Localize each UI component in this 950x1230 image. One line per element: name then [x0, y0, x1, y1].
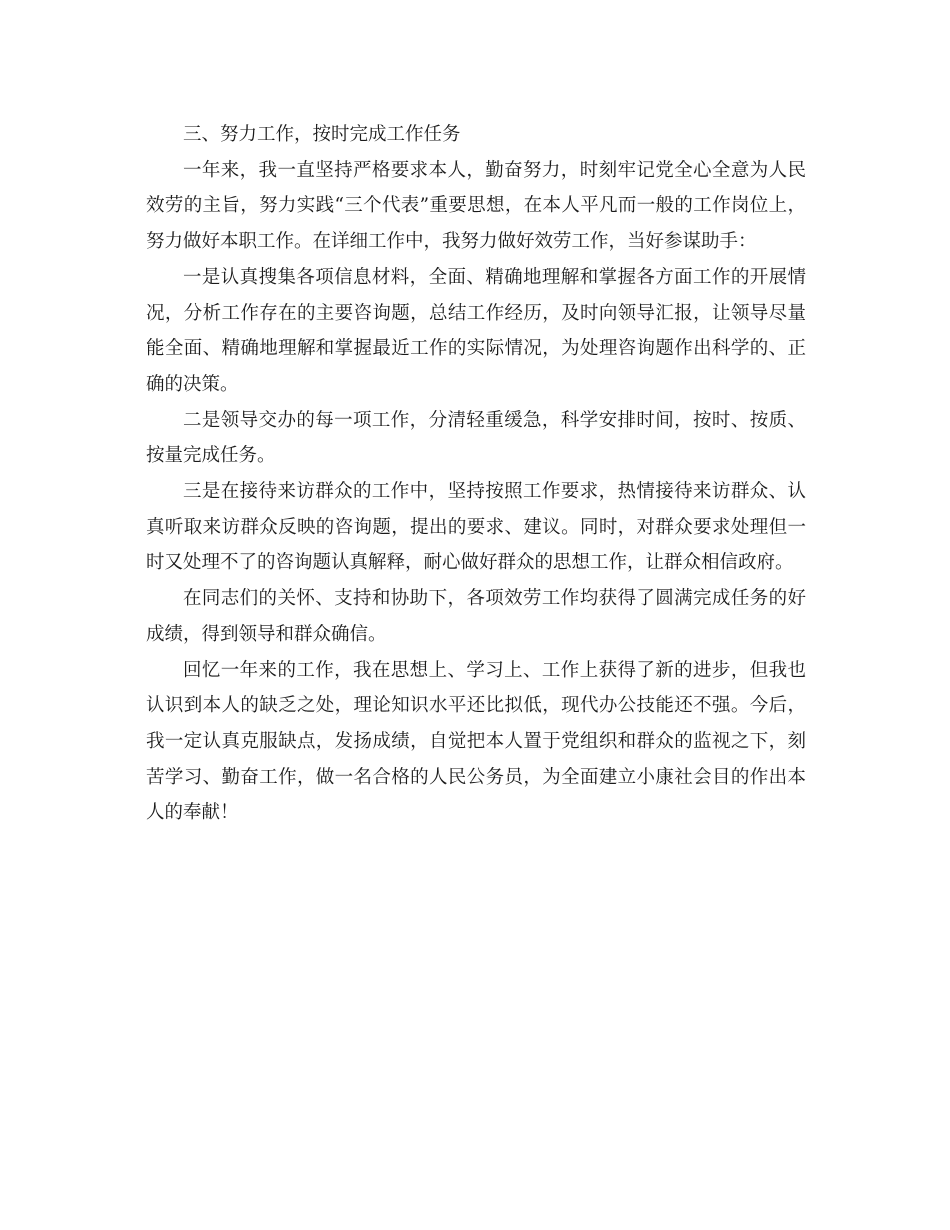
paragraph-point-three: 三是在接待来访群众的工作中，坚持按照工作要求，热情接待来访群众、认真听取来访群众反映的咨询题，提出的要求、建议。同时，对群众要求处理但一时又处理不了的咨询题认真解释，耐心做好群众的思想工作，让群众相信政府。 [146, 481, 806, 574]
paragraph-point-two: 二是领导交办的每一项工作，分清轻重缓急，科学安排时间，按时、按质、按量完成任务。 [146, 409, 806, 467]
paragraph-conclusion: 回忆一年来的工作，我在思想上、学习上、工作上获得了新的进步，但我也认识到本人的缺乏之处，理论知识水平还比拟低，现代办公技能还不强。今后，我一定认真克服缺点，发扬成绩，自觉把本人置于党组织和群众的监视之下，刻苦学习、勤奋工作，做一名合格的人民公务员，为全面建立小康社会目的作出本人的奉献！ [146, 659, 806, 824]
document-body [146, 117, 806, 831]
section-heading: 三、努力工作，按时完成工作任务 [183, 124, 461, 145]
paragraph-point-one: 一是认真搜集各项信息材料，全面、精确地理解和掌握各方面工作的开展情况，分析工作存在的主要咨询题，总结工作经历，及时向领导汇报，让领导尽量能全面、精确地理解和掌握最近工作的实际情况，为处理咨询题作出科学的、正确的决策。 [146, 266, 806, 395]
paragraph-intro: 一年来，我一直坚持严格要求本人，勤奋努力，时刻牢记党全心全意为人民效劳的主旨，努力实践“三个代表”重要思想，在本人平凡而一般的工作岗位上，努力做好本职工作。在详细工作中，我努力做好效劳工作，当好参谋助手： [146, 159, 806, 253]
paragraph-results: 在同志们的关怀、支持和协助下，各项效劳工作均获得了圆满完成任务的好成绩，得到领导和群众确信。 [146, 588, 806, 645]
